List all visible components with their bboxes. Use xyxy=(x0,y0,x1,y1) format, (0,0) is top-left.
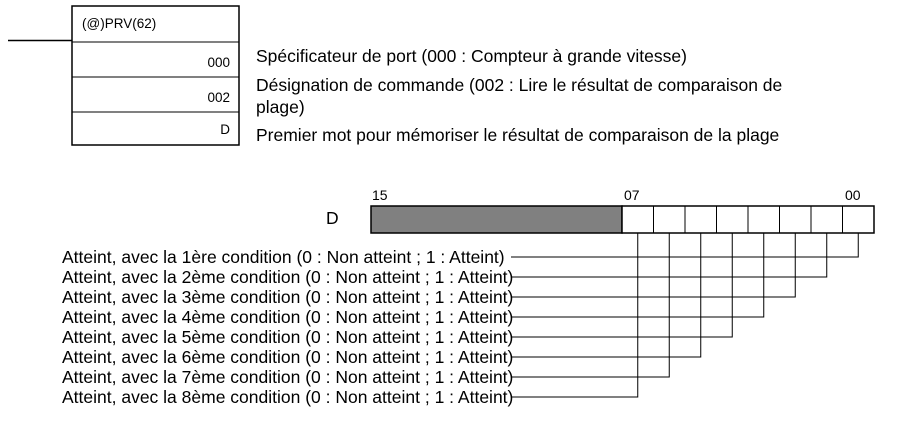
leader-line-bit7 xyxy=(511,233,638,397)
leader-line-bit4 xyxy=(511,233,732,337)
operand-port-description: Spécificateur de port (000 : Compteur à grande vitesse) xyxy=(256,46,687,66)
leader-line-bit6 xyxy=(511,233,669,377)
leader-line-bit5 xyxy=(511,233,701,357)
operand-first-word-description: Premier mot pour mémoriser le résultat de comparaison de la plage xyxy=(256,125,780,145)
condition-label-bit5: Atteint, avec la 6ème condition (0 : Non atteint ; 1 : Atteint) xyxy=(62,347,514,367)
condition-label-bit0: Atteint, avec la 1ère condition (0 : Non atteint ; 1 : Atteint) xyxy=(62,247,505,267)
bit-label-00: 00 xyxy=(845,187,861,203)
condition-label-bit2: Atteint, avec la 3ème condition (0 : Non atteint ; 1 : Atteint) xyxy=(62,287,514,307)
operand-command-description-line1: Désignation de commande (002 : Lire le résultat de comparaison de xyxy=(256,75,783,95)
condition-label-bit7: Atteint, avec la 8ème condition (0 : Non atteint ; 1 : Atteint) xyxy=(62,387,514,407)
operand-port-value: 000 xyxy=(207,55,230,70)
word-register xyxy=(371,206,874,233)
operand-command-description-line2: plage) xyxy=(256,97,305,117)
bit-label-07: 07 xyxy=(624,187,640,203)
condition-label-bit3: Atteint, avec la 4ème condition (0 : Non atteint ; 1 : Atteint) xyxy=(62,307,514,327)
operand-command-value: 002 xyxy=(207,90,230,105)
condition-label-bit4: Atteint, avec la 5ème condition (0 : Non atteint ; 1 : Atteint) xyxy=(62,327,514,347)
condition-label-bit1: Atteint, avec la 2ème condition (0 : Non atteint ; 1 : Atteint) xyxy=(62,267,514,287)
instruction-mnemonic: (@)PRV(62) xyxy=(82,16,157,31)
instruction-block xyxy=(72,6,239,145)
condition-list xyxy=(62,247,513,407)
word-label: D xyxy=(326,208,339,228)
leader-line-bit2 xyxy=(511,233,795,297)
leader-line-bit0 xyxy=(511,233,858,257)
condition-label-bit6: Atteint, avec la 7ème condition (0 : Non atteint ; 1 : Atteint) xyxy=(62,367,514,387)
bit-leader-lines xyxy=(511,233,858,397)
upper-byte-shaded xyxy=(371,206,622,233)
bit-label-15: 15 xyxy=(372,187,388,203)
operand-first-word-value: D xyxy=(220,122,230,137)
